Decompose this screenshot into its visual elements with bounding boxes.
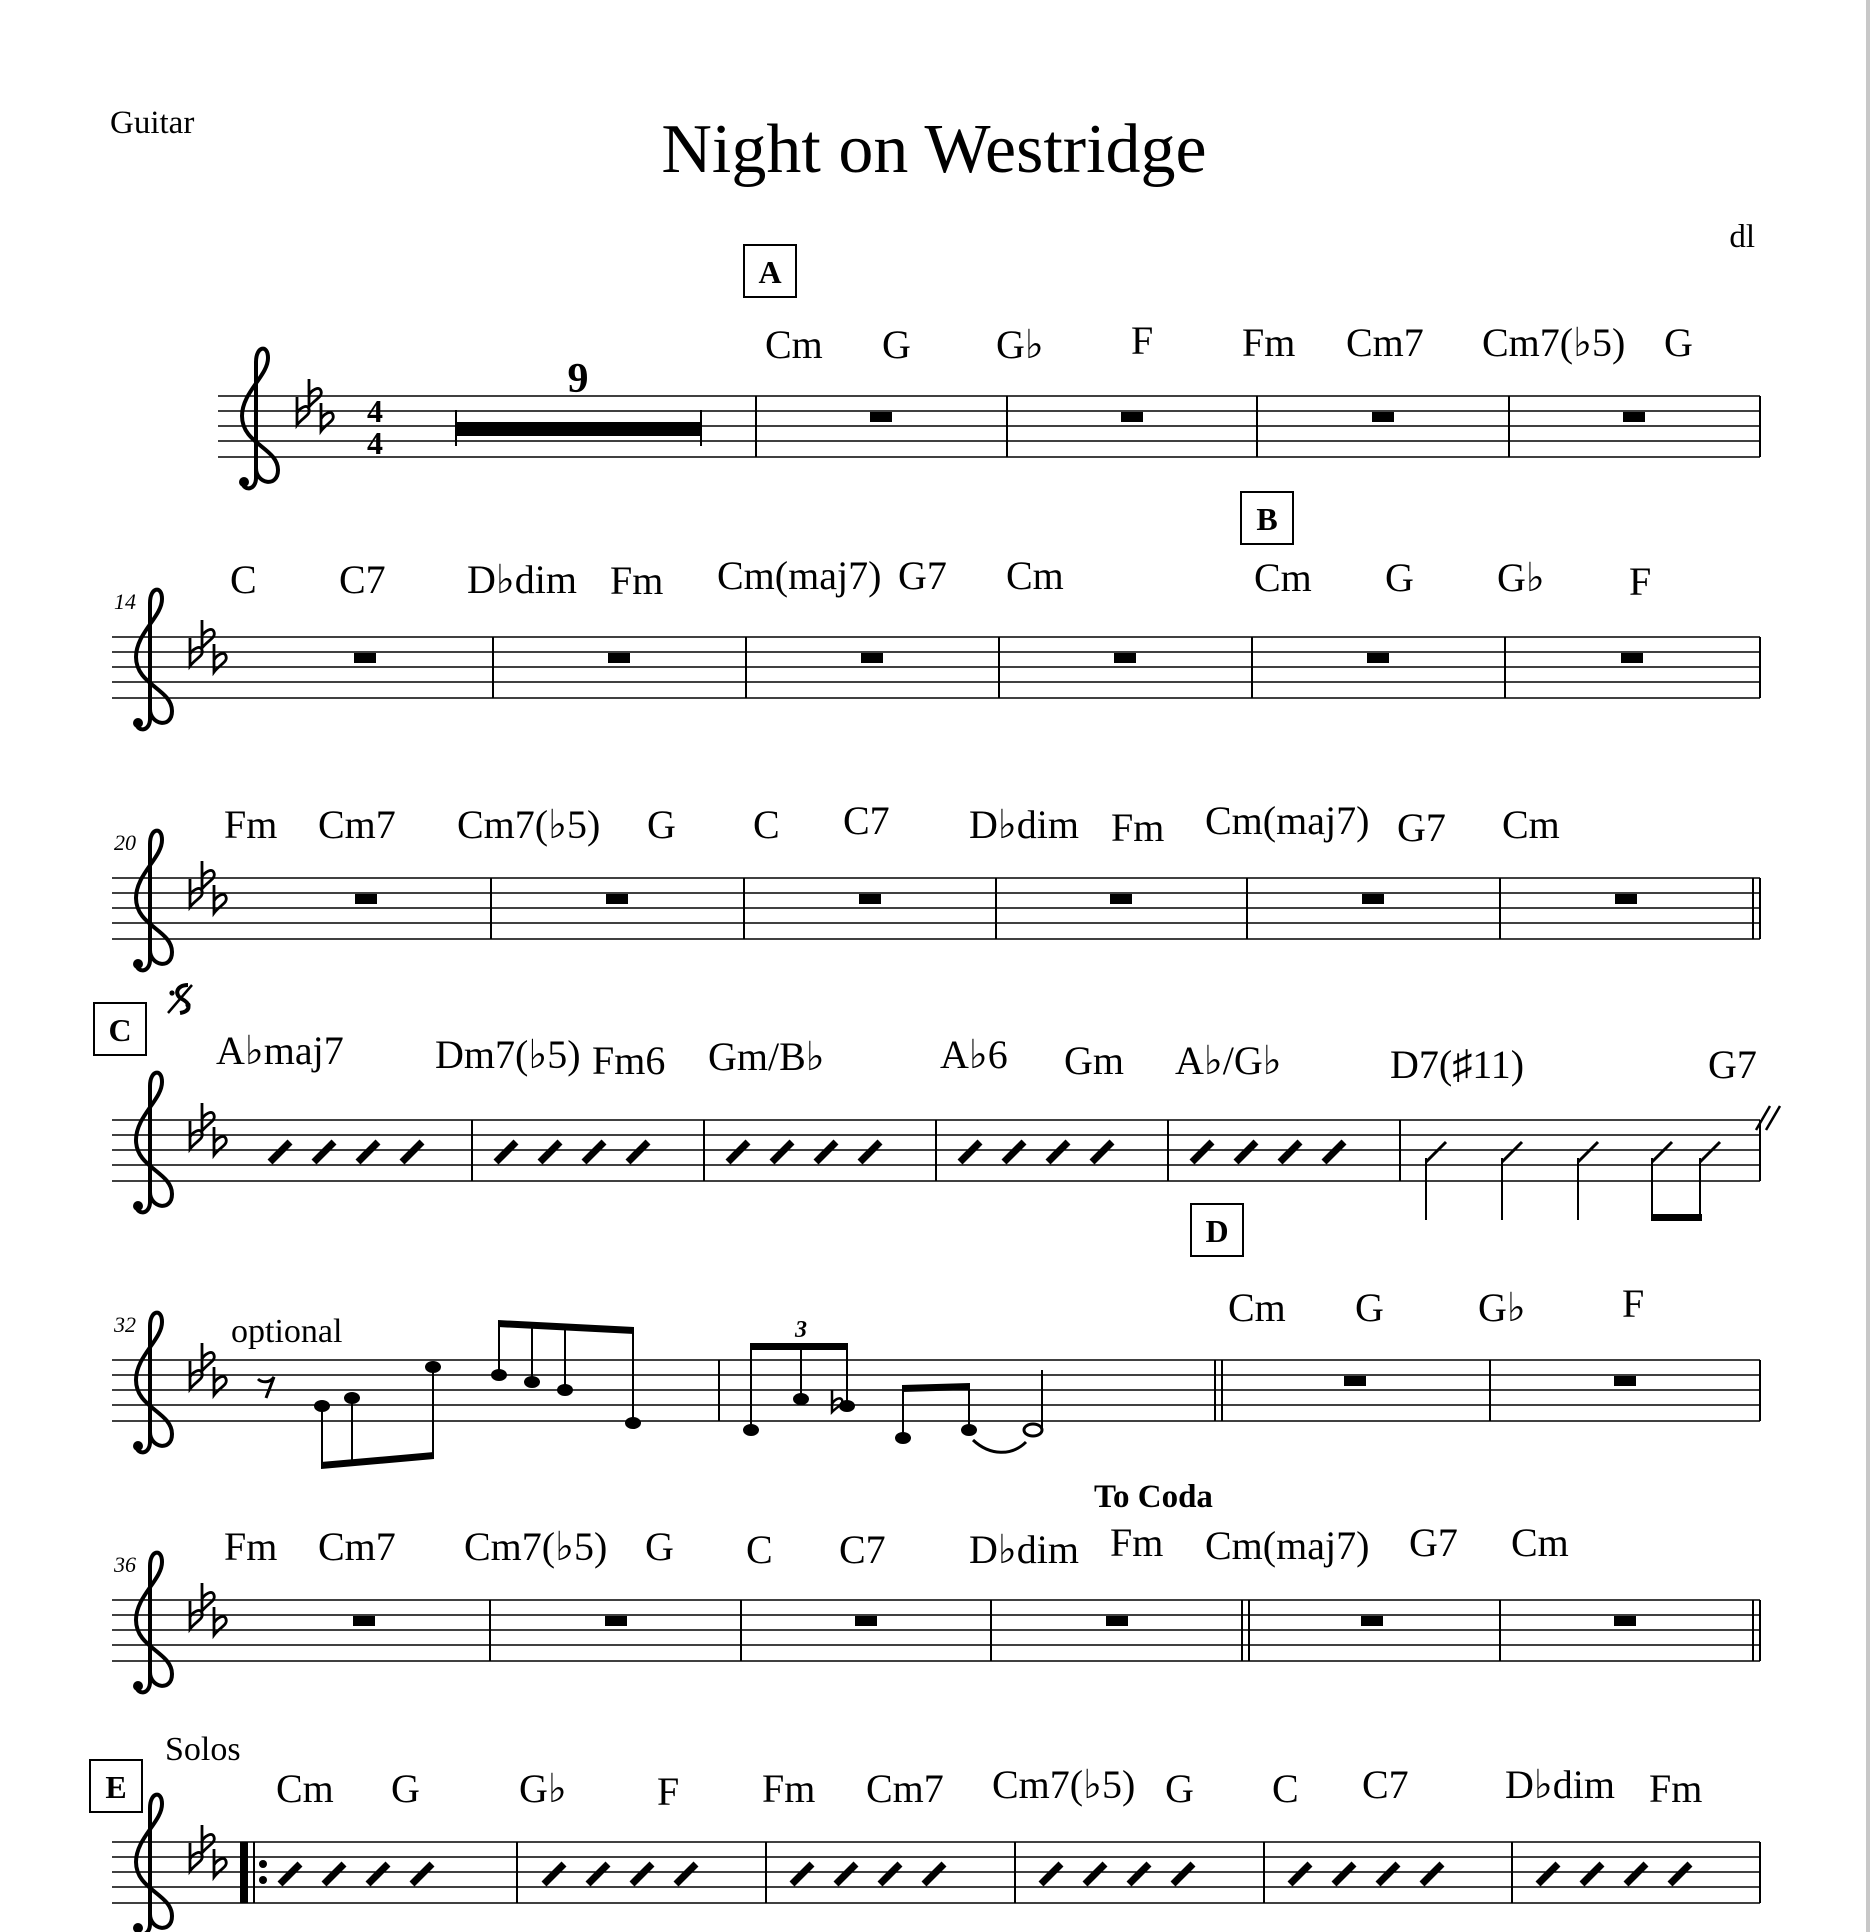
chord-symbol: F	[1629, 559, 1652, 604]
rhythm-slashes	[280, 1864, 1690, 1884]
chord-symbol: D♭dim	[1505, 1762, 1615, 1807]
staff-lines	[112, 637, 1760, 698]
chord-symbol: C	[1272, 1766, 1299, 1811]
staff-system-7	[90, 1731, 1760, 1932]
chord-symbol: Cm7	[1346, 320, 1424, 365]
chord-symbol: Cm7(♭5)	[457, 802, 601, 847]
rehearsal-mark-a	[744, 245, 796, 297]
whole-rests	[353, 1616, 1636, 1626]
chord-symbol: D♭dim	[969, 1527, 1079, 1572]
page-edge	[1866, 0, 1870, 1932]
to-coda-text: To Coda	[1094, 1479, 1213, 1515]
chord-symbol: C7	[1362, 1762, 1409, 1807]
chord-symbol: Cm	[1254, 555, 1312, 600]
svg-text:D: D	[1205, 1213, 1229, 1249]
multimeasure-rest	[456, 422, 701, 436]
chord-symbol: G	[1165, 1766, 1194, 1811]
key-signature-three-flats	[190, 1103, 226, 1155]
chord-symbol: C7	[839, 1527, 886, 1572]
chord-symbol: Cm	[1511, 1520, 1569, 1565]
staff-system-6	[112, 1479, 1760, 1692]
chord-symbol: G	[882, 322, 911, 367]
chord-symbol: Cm(maj7)	[1205, 798, 1370, 843]
rehearsal-mark-d	[1191, 1204, 1243, 1256]
eighth-rest-icon	[258, 1377, 274, 1398]
chord-symbol: A♭maj7	[216, 1028, 344, 1073]
treble-clef-icon	[133, 1073, 172, 1213]
staff-system-2	[112, 492, 1760, 729]
chord-symbol: Cm	[276, 1766, 334, 1811]
treble-clef-icon	[239, 349, 278, 489]
instrument-name: Guitar	[110, 105, 195, 141]
key-signature-three-flats	[190, 620, 226, 672]
chord-symbol: Fm6	[592, 1038, 666, 1083]
chord-symbol: D♭dim	[969, 802, 1079, 847]
staff-system-4	[94, 985, 1780, 1221]
chord-symbol: A♭6	[940, 1032, 1008, 1077]
chord-symbol: C7	[339, 557, 386, 602]
chord-symbol: Cm	[765, 322, 823, 367]
chord-symbol: G	[1355, 1285, 1384, 1330]
segno-icon	[168, 985, 192, 1013]
chord-symbol: Cm7(♭5)	[1482, 320, 1626, 365]
chord-symbol: G	[391, 1766, 420, 1811]
rehearsal-mark-e	[90, 1760, 142, 1812]
chord-symbol: Fm	[1649, 1766, 1703, 1811]
staff-lines	[112, 878, 1760, 939]
chord-symbol: Fm	[610, 558, 664, 603]
chord-symbol: D7(♯11)	[1390, 1042, 1525, 1087]
chord-symbol: Fm	[762, 1766, 816, 1811]
chord-symbol: Fm	[224, 1524, 278, 1569]
measure-number: 14	[114, 589, 136, 614]
chord-symbol: Cm7	[318, 802, 396, 847]
beam	[750, 1343, 848, 1350]
chord-symbol: Dm7(♭5)	[435, 1032, 581, 1077]
chord-symbol: Cm(maj7)	[717, 553, 882, 598]
chord-symbol: A♭/G♭	[1175, 1038, 1282, 1083]
chord-symbol: Gm/B♭	[708, 1034, 825, 1079]
chord-symbol: Fm	[1242, 320, 1296, 365]
time-signature: 4 4	[367, 393, 383, 461]
triplet-number: 3	[795, 1317, 807, 1343]
staff-lines	[218, 396, 1760, 457]
chord-symbol: G7	[898, 553, 947, 598]
svg-text:A: A	[758, 254, 782, 290]
multirest-count: 9	[567, 356, 589, 402]
treble-clef-icon	[133, 1795, 172, 1932]
chord-symbol: Cm	[1228, 1285, 1286, 1330]
chord-symbols	[216, 1028, 1757, 1087]
chord-symbol: Cm7(♭5)	[992, 1762, 1136, 1807]
rehearsal-mark-c	[94, 1003, 146, 1055]
chord-symbols	[224, 1520, 1569, 1572]
solos-text: Solos	[165, 1731, 241, 1768]
staff-system-5	[112, 1204, 1760, 1469]
chord-symbol: G7	[1409, 1520, 1458, 1565]
chord-symbol: Cm7(♭5)	[464, 1524, 608, 1569]
chord-symbols	[224, 798, 1560, 850]
rhythm-slashes	[270, 1142, 1344, 1162]
chord-symbols	[765, 318, 1693, 367]
staff-system-1	[218, 245, 1760, 488]
svg-text:C: C	[108, 1012, 132, 1048]
chord-symbol: Fm	[224, 802, 278, 847]
melody-notes	[258, 1317, 1042, 1469]
chord-symbol: F	[657, 1769, 680, 1814]
chord-symbol: Cm7	[866, 1766, 944, 1811]
chord-symbol: Fm	[1110, 1520, 1164, 1565]
chord-symbol: D♭dim	[467, 557, 577, 602]
staff-lines	[112, 1600, 1760, 1661]
chord-symbol: Cm	[1006, 553, 1064, 598]
tie	[973, 1440, 1026, 1452]
treble-clef-icon	[133, 590, 172, 730]
key-signature-three-flats	[190, 861, 226, 913]
svg-text:B: B	[1256, 501, 1278, 537]
chord-symbol: Gm	[1064, 1038, 1124, 1083]
chord-symbol: C	[230, 557, 257, 602]
chord-symbols	[230, 553, 1651, 604]
measure-number: 36	[114, 1552, 136, 1577]
song-title: Night on Westridge	[661, 111, 1207, 188]
measure-number: 20	[114, 830, 136, 855]
composer-name: dl	[1729, 219, 1755, 255]
chord-symbol: G	[645, 1524, 674, 1569]
staff-system-3	[112, 798, 1760, 970]
chord-symbol: G	[1664, 320, 1693, 365]
chord-symbol: G	[1385, 555, 1414, 600]
chord-symbol: Cm	[1502, 802, 1560, 847]
chord-symbols	[1228, 1281, 1644, 1330]
key-signature-three-flats	[190, 1583, 226, 1635]
chord-symbol: C	[753, 802, 780, 847]
chord-symbol: F	[1131, 318, 1154, 363]
chord-symbol: G♭	[996, 322, 1044, 367]
optional-text: optional	[231, 1313, 343, 1350]
chord-symbol: Cm(maj7)	[1205, 1523, 1370, 1568]
chord-symbol: C7	[843, 798, 890, 843]
chord-symbol: G7	[1708, 1042, 1757, 1087]
chord-symbols	[276, 1762, 1702, 1814]
half-note	[1024, 1424, 1042, 1436]
key-signature-three-flats	[297, 379, 333, 431]
chord-symbol: Fm	[1111, 805, 1165, 850]
svg-text:E: E	[105, 1769, 127, 1805]
chord-symbol: G♭	[519, 1766, 567, 1811]
key-signature-three-flats	[190, 1825, 226, 1877]
treble-clef-icon	[133, 1553, 172, 1693]
chord-symbol: G7	[1397, 805, 1446, 850]
measure-number: 32	[114, 1312, 136, 1337]
chord-symbol: G♭	[1497, 555, 1545, 600]
key-signature-three-flats	[190, 1343, 226, 1395]
treble-clef-icon	[133, 1313, 172, 1453]
rehearsal-mark-b	[1241, 492, 1293, 544]
chord-symbol: C	[746, 1527, 773, 1572]
treble-clef-icon	[133, 831, 172, 971]
chord-symbol: Cm7	[318, 1524, 396, 1569]
beam	[321, 1452, 434, 1469]
chord-symbol: G	[647, 802, 676, 847]
chord-symbol: F	[1622, 1281, 1645, 1326]
chord-symbol: G♭	[1478, 1285, 1526, 1330]
